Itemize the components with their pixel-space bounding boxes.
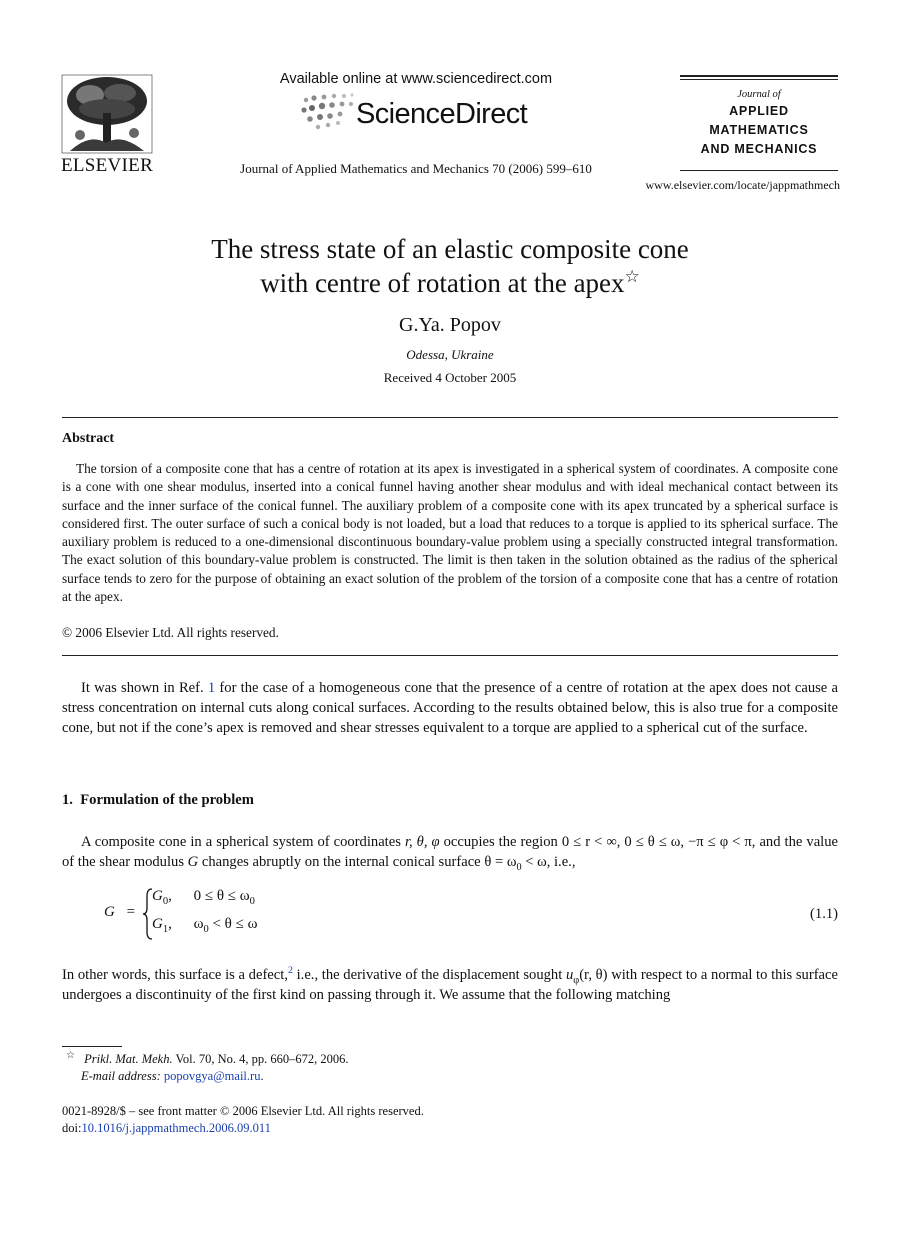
section-number: 1. (62, 792, 73, 808)
doi-link[interactable]: 10.1016/j.jappmathmech.2006.09.011 (81, 1121, 271, 1135)
elsevier-logo (60, 73, 154, 177)
modulus-symbol: G (187, 854, 199, 870)
footnote-email-link[interactable]: popovgya@mail.ru (163, 1069, 261, 1083)
journal-logo-rule-top (680, 75, 838, 77)
article-title-line1: The stress state of an elastic composite cone (211, 234, 689, 264)
equation-case-1: $G_0$, $0 \le \theta \le \omega_0$ (152, 888, 255, 907)
journal-logo-line1: Journal of (737, 89, 781, 100)
title-footnote-star-icon[interactable]: ☆ (624, 267, 640, 286)
equation-lhs: G (104, 904, 115, 920)
surface-math: $\theta = \omega_0$ (484, 854, 522, 873)
abstract-copyright: © 2006 Elsevier Ltd. All rights reserved. (62, 625, 279, 640)
journal-logo-line3: MATHEMATICS (709, 123, 809, 137)
section-title: Formulation of the problem (80, 792, 254, 808)
journal-logo-rule-top-thin (680, 79, 838, 80)
received-date: Received 4 October 2005 (383, 370, 517, 385)
article-title (100, 232, 800, 300)
reference-link-1[interactable]: 1 (207, 680, 216, 696)
para2-start: In other words, this surface is a defect, (62, 967, 288, 983)
doi-label: doi: (62, 1121, 82, 1135)
displacement-math: $u_\varphi(r$, θ) (565, 967, 608, 986)
sciencedirect-logo[interactable] (298, 92, 538, 134)
coords-math: r, θ, φ (404, 834, 440, 850)
intro-paragraph (62, 678, 838, 738)
sciencedirect-wordmark: ScienceDirect (356, 98, 528, 130)
region-math: 0 ≤ r < ∞, 0 ≤ θ ≤ ω, −π ≤ φ < π, (561, 834, 756, 850)
abstract-rule-top (62, 417, 838, 418)
intro-text-start: It was shown in Ref. (81, 680, 204, 696)
section-heading (62, 792, 254, 809)
journal-logo-rule-bottom (680, 170, 838, 171)
doi-line (62, 1121, 271, 1136)
para1-start: A composite cone in a spherical system of coordinates (81, 834, 401, 850)
issn-line: 0021-8928/$ – see front matter © 2006 Elsevier Ltd. All rights reserved. (62, 1104, 424, 1118)
surface-tail: < ω, i.e., (525, 854, 576, 870)
footnote-email: E-mail address: popovgya@mail.ru. (81, 1069, 264, 1083)
abstract-heading: Abstract (62, 431, 115, 446)
footnote-rule (62, 1046, 122, 1047)
footnote-source-rest: Vol. 70, No. 4, pp. 660–672, 2006. (175, 1052, 349, 1066)
footnote-source (62, 1051, 762, 1068)
section-paragraph-2 (62, 965, 838, 1005)
para1-mid: occupies the region (443, 834, 558, 850)
para2-mid: i.e., the derivative of the displacement sought (296, 967, 563, 983)
journal-citation: Journal of Applied Mathematics and Mechanics 70 (2006) 599–610 (240, 161, 592, 176)
available-online-text: Available online at www.sciencedirect.com (279, 71, 553, 87)
para1-line2a: and the value of the shear modulus (62, 834, 838, 870)
elsevier-tree-icon (60, 73, 154, 155)
equation-case-2: $G_1$, $\omega_0 < \theta \le \omega$ (152, 916, 258, 935)
reference-link-2[interactable]: 2 (287, 965, 293, 977)
intro-text-end: for the case of a homogeneous cone that the presence of a centre of rotation at the apex does not cause a stress concentration on internal cuts along conical surfaces. According to the results obtained below, this is also true for a composite cone, but not if the cone’s apex is removed and shear stresses equivalent to a torque are applied to a spherical cut of the surface. (62, 680, 838, 736)
para2-end: with respect to a normal to this surface undergoes a discontinuity of the first kind on passing through it. We assume that the following matching (62, 967, 838, 1003)
elsevier-wordmark: ELSEVIER (60, 155, 154, 176)
abstract-rule-bottom (62, 655, 838, 656)
equation-1-1 (104, 886, 838, 942)
journal-url[interactable]: www.elsevier.com/locate/jappmathmech (645, 178, 840, 192)
equation-equals: = (126, 904, 136, 920)
article-title-line2-text: with centre of rotation at the apex (260, 268, 625, 298)
article-title-line2 (100, 266, 800, 300)
abstract-text: The torsion of a composite cone that has a centre of rotation at its apex is investigated in a spherical system of coordinates. A composite cone is a cone with one shear modulus, inserted into a conical funnel having another shear modulus and with ideal mechanical contact between its surface and the inner surface of the conical funnel. The auxiliary problem of a composite cone with its apex truncated by a spherical surface is considered first. The outer surface of such a conical body is not loaded, but a load that reduces to a torque is applied to its spherical surface. The auxiliary problem is reduced to a one-dimensional discontinuous boundary-value problem using a specially constructed integral transformation. The exact solution of this boundary-value problem is constructed. The limit is then taken in the solution obtained as the radius of the spherical surface tends to zero for the purpose of obtaining an exact solution of the problem of the torsion of a composite cone that has a centre of rotation at the apex. (62, 461, 838, 605)
footnote-email-label: E-mail address: (81, 1069, 161, 1083)
para1-line2b: changes abruptly on the internal conical surface (201, 854, 481, 870)
journal-logo (676, 88, 842, 159)
footnote-star-icon: ☆ (66, 1049, 75, 1061)
equation-number: (1.1) (810, 906, 838, 922)
author-name: G.Ya. Popov (399, 314, 501, 336)
footnote-source-journal: Prikl. Mat. Mekh. (84, 1052, 173, 1066)
author-affiliation: Odessa, Ukraine (406, 347, 494, 362)
sciencedirect-dots-icon (298, 92, 358, 132)
journal-logo-line2: APPLIED (729, 104, 789, 118)
section-paragraph-1 (62, 832, 838, 872)
journal-logo-line4: AND MECHANICS (700, 142, 818, 156)
